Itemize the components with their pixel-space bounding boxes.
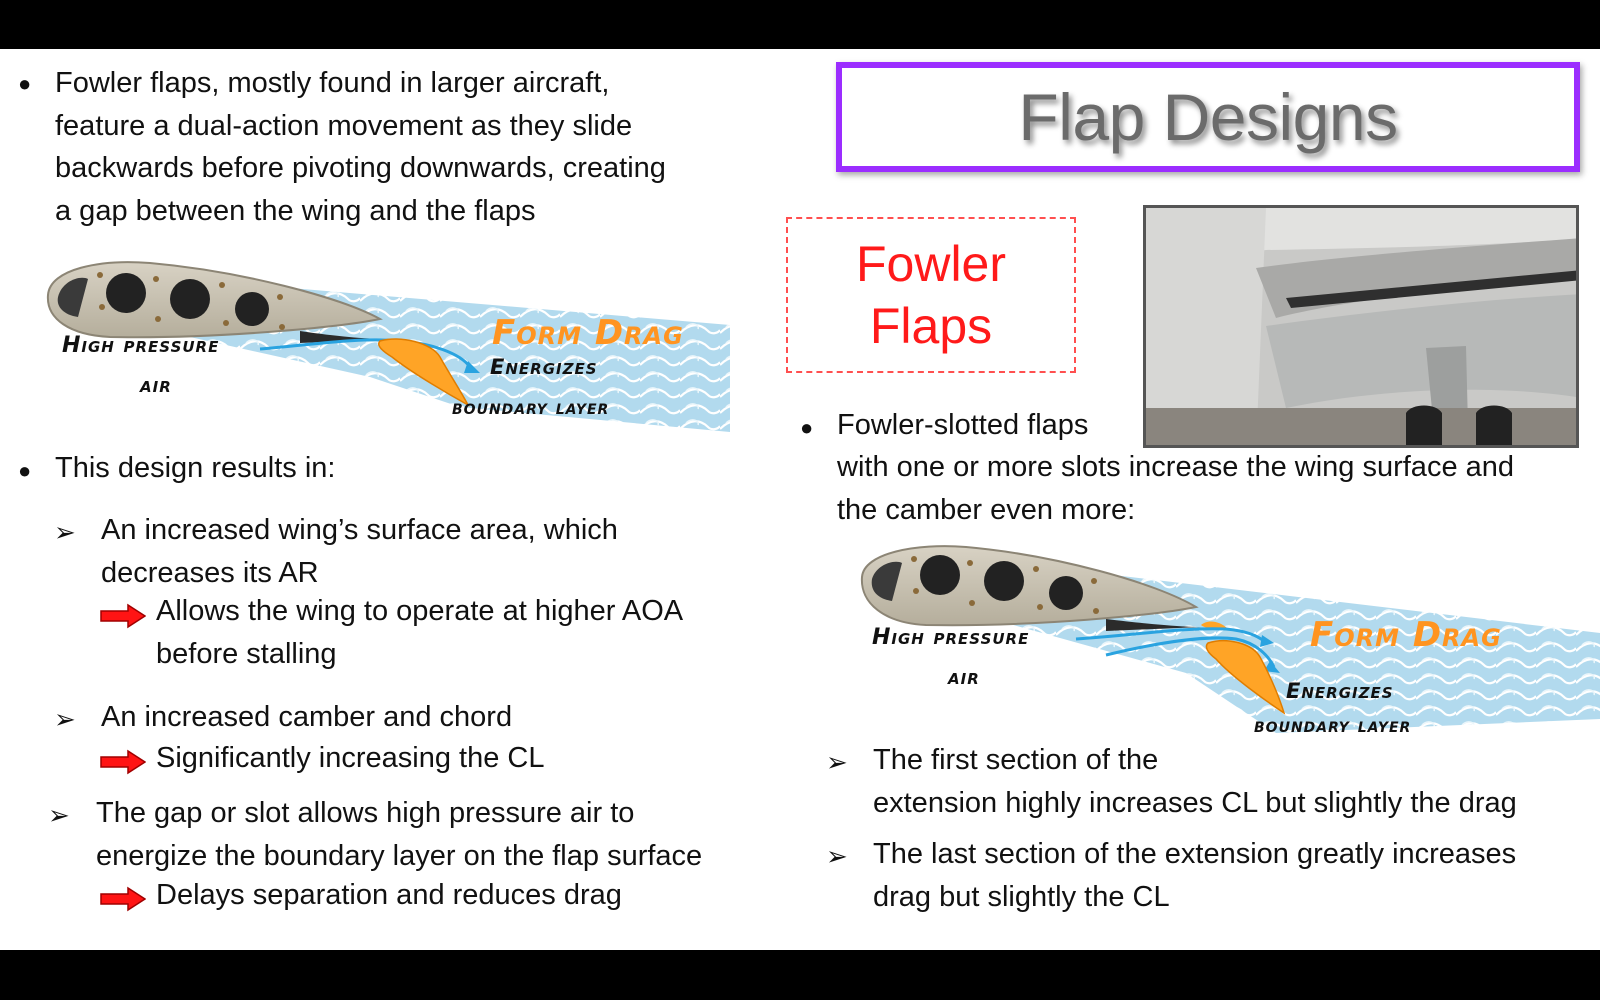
form-drag-label: Form Drag bbox=[1310, 615, 1502, 655]
chevron-bullet-icon: ➢ bbox=[54, 704, 76, 734]
slotted-paragraph bbox=[837, 446, 1597, 531]
rivet bbox=[911, 556, 917, 562]
rivet bbox=[223, 320, 229, 326]
rivet bbox=[969, 600, 975, 606]
spar-hole bbox=[106, 273, 146, 313]
result-line: energize the boundary layer on the flap surface bbox=[96, 839, 703, 872]
result-line: decreases its AR bbox=[101, 556, 319, 589]
result-line: The gap or slot allows high pressure air to bbox=[96, 797, 635, 829]
title-box bbox=[836, 62, 1580, 172]
result-item: An increased camber and chord bbox=[101, 701, 513, 733]
result-consequence bbox=[156, 590, 683, 675]
bullet-dot: ● bbox=[800, 415, 814, 440]
slide bbox=[0, 49, 1600, 950]
rivet bbox=[277, 294, 283, 300]
flap-photo bbox=[1143, 205, 1579, 448]
rivet bbox=[153, 276, 159, 282]
red-arrow-icon bbox=[100, 603, 146, 629]
chevron-bullet-icon: ➢ bbox=[826, 747, 848, 777]
rivet bbox=[1037, 604, 1043, 610]
seat-shape bbox=[1406, 406, 1442, 449]
boundary-layer-label: boundary layer bbox=[1254, 713, 1412, 737]
fowler-flaps-heading: Fowler Flaps bbox=[855, 236, 1007, 354]
slotted-result-item bbox=[873, 739, 1517, 824]
rivet bbox=[913, 588, 919, 594]
consequence-line: before stalling bbox=[156, 637, 337, 670]
boundary-layer-label: boundary layer bbox=[452, 395, 610, 419]
result-line: An increased wing’s surface area, which bbox=[101, 514, 618, 546]
bullet-dot: ● bbox=[18, 458, 32, 483]
rivet bbox=[219, 282, 225, 288]
slotted-line: the camber even more: bbox=[837, 493, 1136, 526]
high-pressure-label: High pressure bbox=[62, 333, 220, 358]
intro-line: a gap between the wing and the flaps bbox=[55, 194, 536, 227]
slotted-result-item bbox=[873, 833, 1516, 918]
high-pressure-label: High pressure bbox=[872, 625, 1030, 650]
intro-paragraph bbox=[55, 62, 775, 232]
seat-shape bbox=[1476, 406, 1512, 449]
spar-hole bbox=[920, 555, 960, 595]
slotted-result-line: drag but slightly the CL bbox=[873, 880, 1170, 913]
rivet bbox=[967, 560, 973, 566]
results-heading: This design results in: bbox=[55, 452, 336, 484]
intro-line: Fowler flaps, mostly found in larger aircraft, bbox=[55, 67, 610, 99]
ground bbox=[1146, 408, 1579, 448]
chevron-bullet-icon: ➢ bbox=[54, 517, 76, 547]
consequence-line: Allows the wing to operate at higher AOA bbox=[156, 595, 684, 627]
slotted-line: with one or more slots increase the wing surface and bbox=[837, 451, 1515, 483]
red-arrow-icon bbox=[100, 886, 146, 912]
slide-title: Flap Designs bbox=[1018, 80, 1398, 154]
spar-hole bbox=[984, 561, 1024, 601]
fowler-flaps-box bbox=[786, 217, 1076, 373]
result-item bbox=[96, 792, 702, 877]
intro-line: backwards before pivoting downwards, creating bbox=[55, 152, 666, 184]
slotted-result-line: extension highly increases CL but slightly the drag bbox=[873, 786, 1517, 819]
rivet bbox=[1033, 566, 1039, 572]
bullet-dot: ● bbox=[18, 71, 32, 96]
chevron-bullet-icon: ➢ bbox=[48, 800, 70, 830]
rivet bbox=[1093, 608, 1099, 614]
spar-hole bbox=[235, 292, 269, 326]
air-label: air bbox=[948, 665, 980, 690]
rivet bbox=[279, 324, 285, 330]
result-consequence: Significantly increasing the CL bbox=[156, 742, 545, 774]
energizes-label: Energizes bbox=[1286, 679, 1394, 703]
rivet bbox=[97, 272, 103, 278]
spar-hole bbox=[170, 279, 210, 319]
form-drag-label: Form Drag bbox=[492, 313, 684, 353]
rivet bbox=[155, 316, 161, 322]
slotted-result-line: The last section of the extension greatly increases bbox=[873, 838, 1517, 870]
red-arrow-icon bbox=[100, 749, 146, 775]
rivet bbox=[1091, 578, 1097, 584]
spar-hole bbox=[1049, 576, 1083, 610]
chevron-bullet-icon: ➢ bbox=[826, 841, 848, 871]
result-item bbox=[101, 509, 618, 594]
result-consequence: Delays separation and reduces drag bbox=[156, 879, 622, 911]
intro-line: feature a dual-action movement as they slide bbox=[55, 109, 633, 142]
flap-photo-image bbox=[1146, 208, 1579, 448]
energizes-label: Energizes bbox=[490, 355, 598, 379]
slotted-line: Fowler-slotted flaps bbox=[837, 409, 1089, 441]
slotted-result-line: The first section of the bbox=[873, 744, 1159, 776]
air-label: air bbox=[140, 373, 172, 398]
rivet bbox=[99, 304, 105, 310]
